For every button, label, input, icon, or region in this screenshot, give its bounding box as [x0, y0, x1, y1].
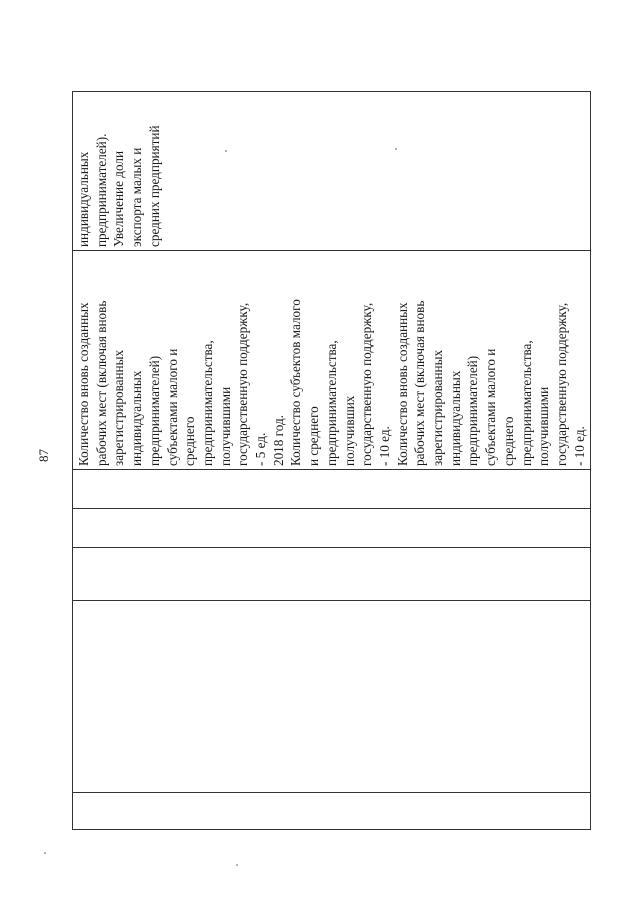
- cell-results: [73, 92, 591, 251]
- text-line: субъектами малого и: [164, 348, 180, 466]
- text-line: предпринимательства,: [518, 340, 534, 466]
- text-line: государственную поддержку,: [553, 302, 569, 466]
- table-row: [73, 92, 591, 830]
- text-line: Увеличение доли: [111, 150, 127, 247]
- text-line: государственную поддержку,: [359, 302, 375, 466]
- results-text: [75, 95, 164, 247]
- text-line: предпринимателей).: [93, 133, 109, 247]
- text-line: предпринимательства,: [199, 340, 215, 466]
- scan-speck: [44, 852, 46, 854]
- text-line: зарегистрированных: [111, 349, 127, 466]
- cell-financing: [73, 470, 591, 509]
- cell-measure: [73, 601, 591, 793]
- text-line: - 10 ед.: [376, 426, 392, 466]
- text-line: - 10 ед.: [571, 426, 587, 466]
- text-line: и среднего: [306, 406, 322, 466]
- scan-speck: [225, 150, 227, 152]
- cell-executor: [73, 509, 591, 548]
- rotated-table-wrapper: [72, 125, 587, 830]
- page-number: 87: [36, 449, 51, 462]
- scan-speck: [395, 148, 397, 150]
- text-line: получивших: [341, 395, 357, 466]
- text-line: индивидуальных: [129, 370, 145, 466]
- cell-indicators: [73, 251, 591, 470]
- text-line: среднего: [182, 416, 198, 466]
- indicators-text: [75, 254, 588, 466]
- text-line: рабочих мест (включая вновь: [93, 300, 109, 466]
- text-line: Количество вновь созданных: [394, 302, 410, 466]
- text-line: государственную поддержку,: [235, 302, 251, 466]
- text-line: Количество вновь созданных: [76, 302, 91, 466]
- text-line: 2018 год.: [270, 415, 286, 466]
- text-line: Количество субъектов малого: [288, 299, 304, 466]
- text-line: индивидуальных: [447, 370, 463, 466]
- text-line: предпринимателей): [146, 355, 162, 466]
- text-line: предпринимателей): [465, 355, 481, 466]
- text-line: рабочих мест (включая вновь: [412, 300, 428, 466]
- text-line: - 5 ед.: [253, 432, 269, 466]
- text-line: средних предприятий: [146, 125, 162, 247]
- cell-period: [73, 548, 591, 601]
- program-table: [72, 91, 591, 830]
- text-line: получившими: [536, 386, 552, 466]
- text-line: предпринимательства,: [323, 340, 339, 466]
- text-line: получившими: [217, 386, 233, 466]
- text-line: среднего: [500, 416, 516, 466]
- text-line: индивидуальных: [76, 151, 91, 247]
- cell-number: [73, 793, 591, 830]
- text-line: субъектами малого и: [483, 348, 499, 466]
- text-line: зарегистрированных: [430, 349, 446, 466]
- scan-speck: [236, 864, 238, 866]
- text-line: экспорта малых и: [129, 147, 145, 247]
